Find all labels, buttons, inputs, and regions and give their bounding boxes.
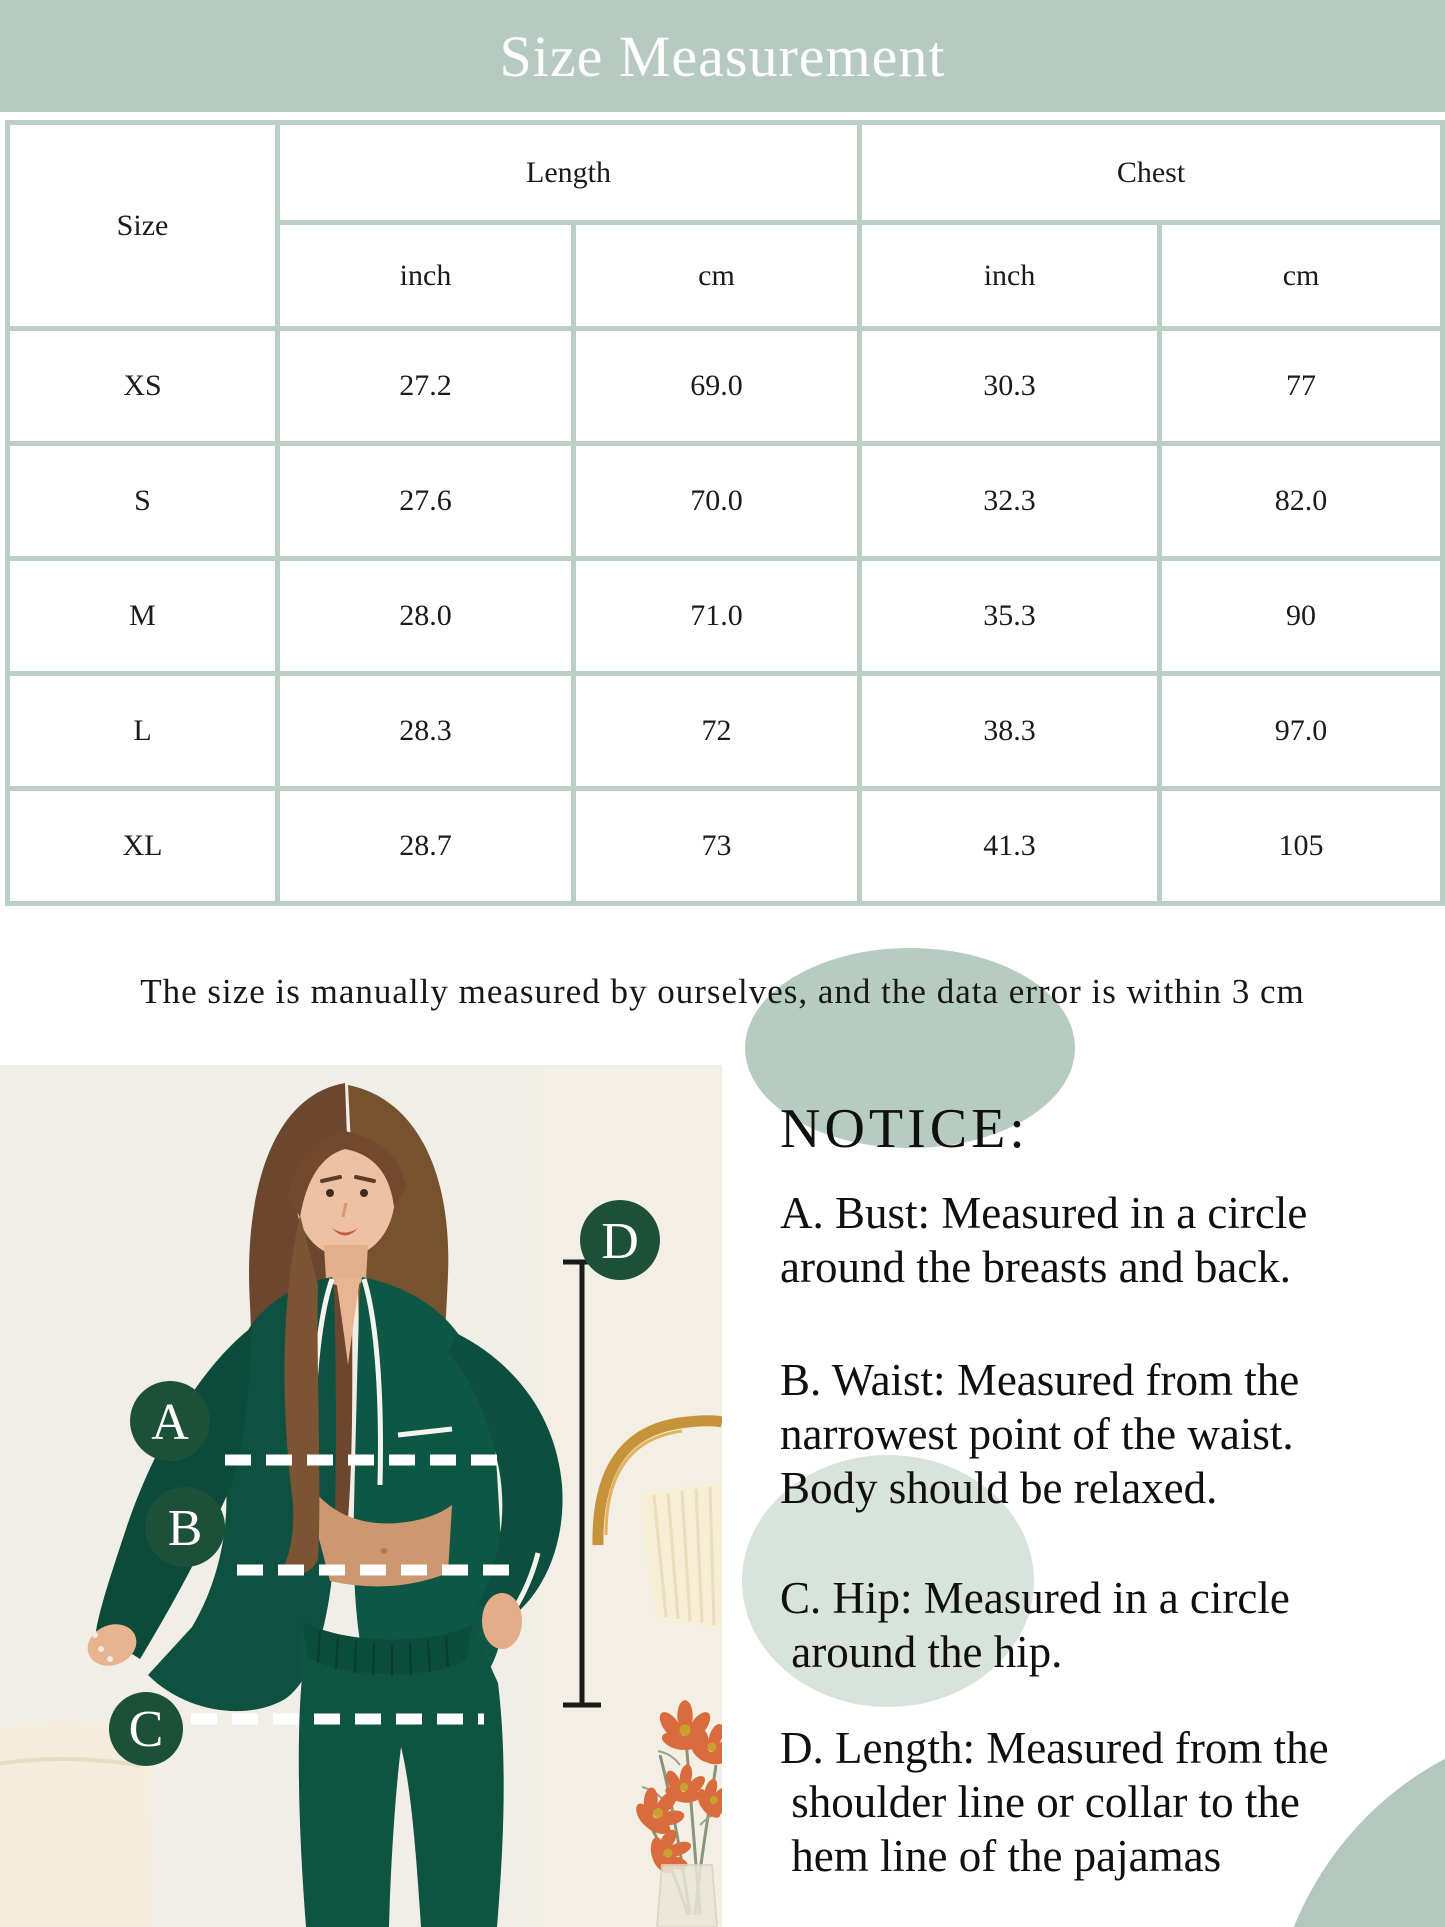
length-inch-cell: 28.3 <box>278 674 574 789</box>
chest-group-header: Chest <box>860 123 1443 223</box>
bottom-section <box>0 1065 1445 1927</box>
model-photo <box>0 1065 722 1927</box>
chest-cm-cell: 97.0 <box>1160 674 1443 789</box>
notice-item-line: around the hip. <box>780 1627 1063 1677</box>
notice-item-line: B. Waist: Measured from the <box>780 1355 1300 1405</box>
model-photo-illustration <box>0 1065 722 1927</box>
size-cell: L <box>8 674 278 789</box>
notice-item-line: narrowest point of the waist. <box>780 1409 1294 1459</box>
marker-a-label: A <box>151 1394 189 1451</box>
size-table-row <box>8 329 1443 444</box>
chest-inch-cell: 32.3 <box>860 444 1160 559</box>
length-cm-cell: 71.0 <box>574 559 860 674</box>
notice-item-line: C. Hip: Measured in a circle <box>780 1573 1290 1623</box>
length-cm-cell: 73 <box>574 789 860 904</box>
chest-cm-header: cm <box>1160 223 1443 329</box>
marker-b-label: B <box>167 1500 203 1557</box>
notice-heading: NOTICE: <box>780 1098 1029 1160</box>
notice-item <box>780 1571 1435 1679</box>
length-inch-cell: 27.2 <box>278 329 574 444</box>
marker-d-label: D <box>601 1213 639 1270</box>
chest-inch-header: inch <box>860 223 1160 329</box>
notice-item-line: shoulder line or collar to the <box>780 1777 1300 1827</box>
chest-inch-cell: 35.3 <box>860 559 1160 674</box>
measurement-note-text: The size is manually measured by ourselves, and the data error is within 3 cm <box>140 971 1305 1011</box>
chest-cm-cell: 90 <box>1160 559 1443 674</box>
length-cm-cell: 72 <box>574 674 860 789</box>
length-inch-cell: 27.6 <box>278 444 574 559</box>
length-inch-header: inch <box>278 223 574 329</box>
size-column-header: Size <box>8 123 278 329</box>
size-cell: M <box>8 559 278 674</box>
notice-item <box>780 1353 1435 1515</box>
length-cm-cell: 69.0 <box>574 329 860 444</box>
notice-item <box>780 1186 1435 1294</box>
title-bar <box>0 0 1445 112</box>
size-cell: S <box>8 444 278 559</box>
notice-item <box>780 1721 1435 1883</box>
length-inch-cell: 28.7 <box>278 789 574 904</box>
size-table-row <box>8 674 1443 789</box>
chest-cm-cell: 82.0 <box>1160 444 1443 559</box>
size-cell: XS <box>8 329 278 444</box>
notice-item-line: hem line of the pajamas <box>780 1831 1222 1881</box>
size-table-row <box>8 789 1443 904</box>
length-cm-header: cm <box>574 223 860 329</box>
page-title: Size Measurement <box>499 23 946 89</box>
length-inch-cell: 28.0 <box>278 559 574 674</box>
notice-item-line: around the breasts and back. <box>780 1242 1292 1292</box>
notice-item-line: Body should be relaxed. <box>780 1463 1218 1513</box>
chest-inch-cell: 41.3 <box>860 789 1160 904</box>
chest-inch-cell: 38.3 <box>860 674 1160 789</box>
chest-cm-cell: 105 <box>1160 789 1443 904</box>
length-cm-cell: 70.0 <box>574 444 860 559</box>
notice-item-line: A. Bust: Measured in a circle <box>780 1188 1308 1238</box>
marker-c-label: C <box>128 1701 164 1758</box>
size-table-wrap <box>5 120 1440 906</box>
size-table-row <box>8 559 1443 674</box>
size-table-row <box>8 444 1443 559</box>
notice-panel <box>722 1065 1445 1927</box>
chest-inch-cell: 30.3 <box>860 329 1160 444</box>
size-cell: XL <box>8 789 278 904</box>
measurement-note-row <box>0 900 1445 1065</box>
size-table <box>5 120 1445 906</box>
length-group-header: Length <box>278 123 860 223</box>
chest-cm-cell: 77 <box>1160 329 1443 444</box>
notice-item-line: D. Length: Measured from the <box>780 1723 1329 1773</box>
